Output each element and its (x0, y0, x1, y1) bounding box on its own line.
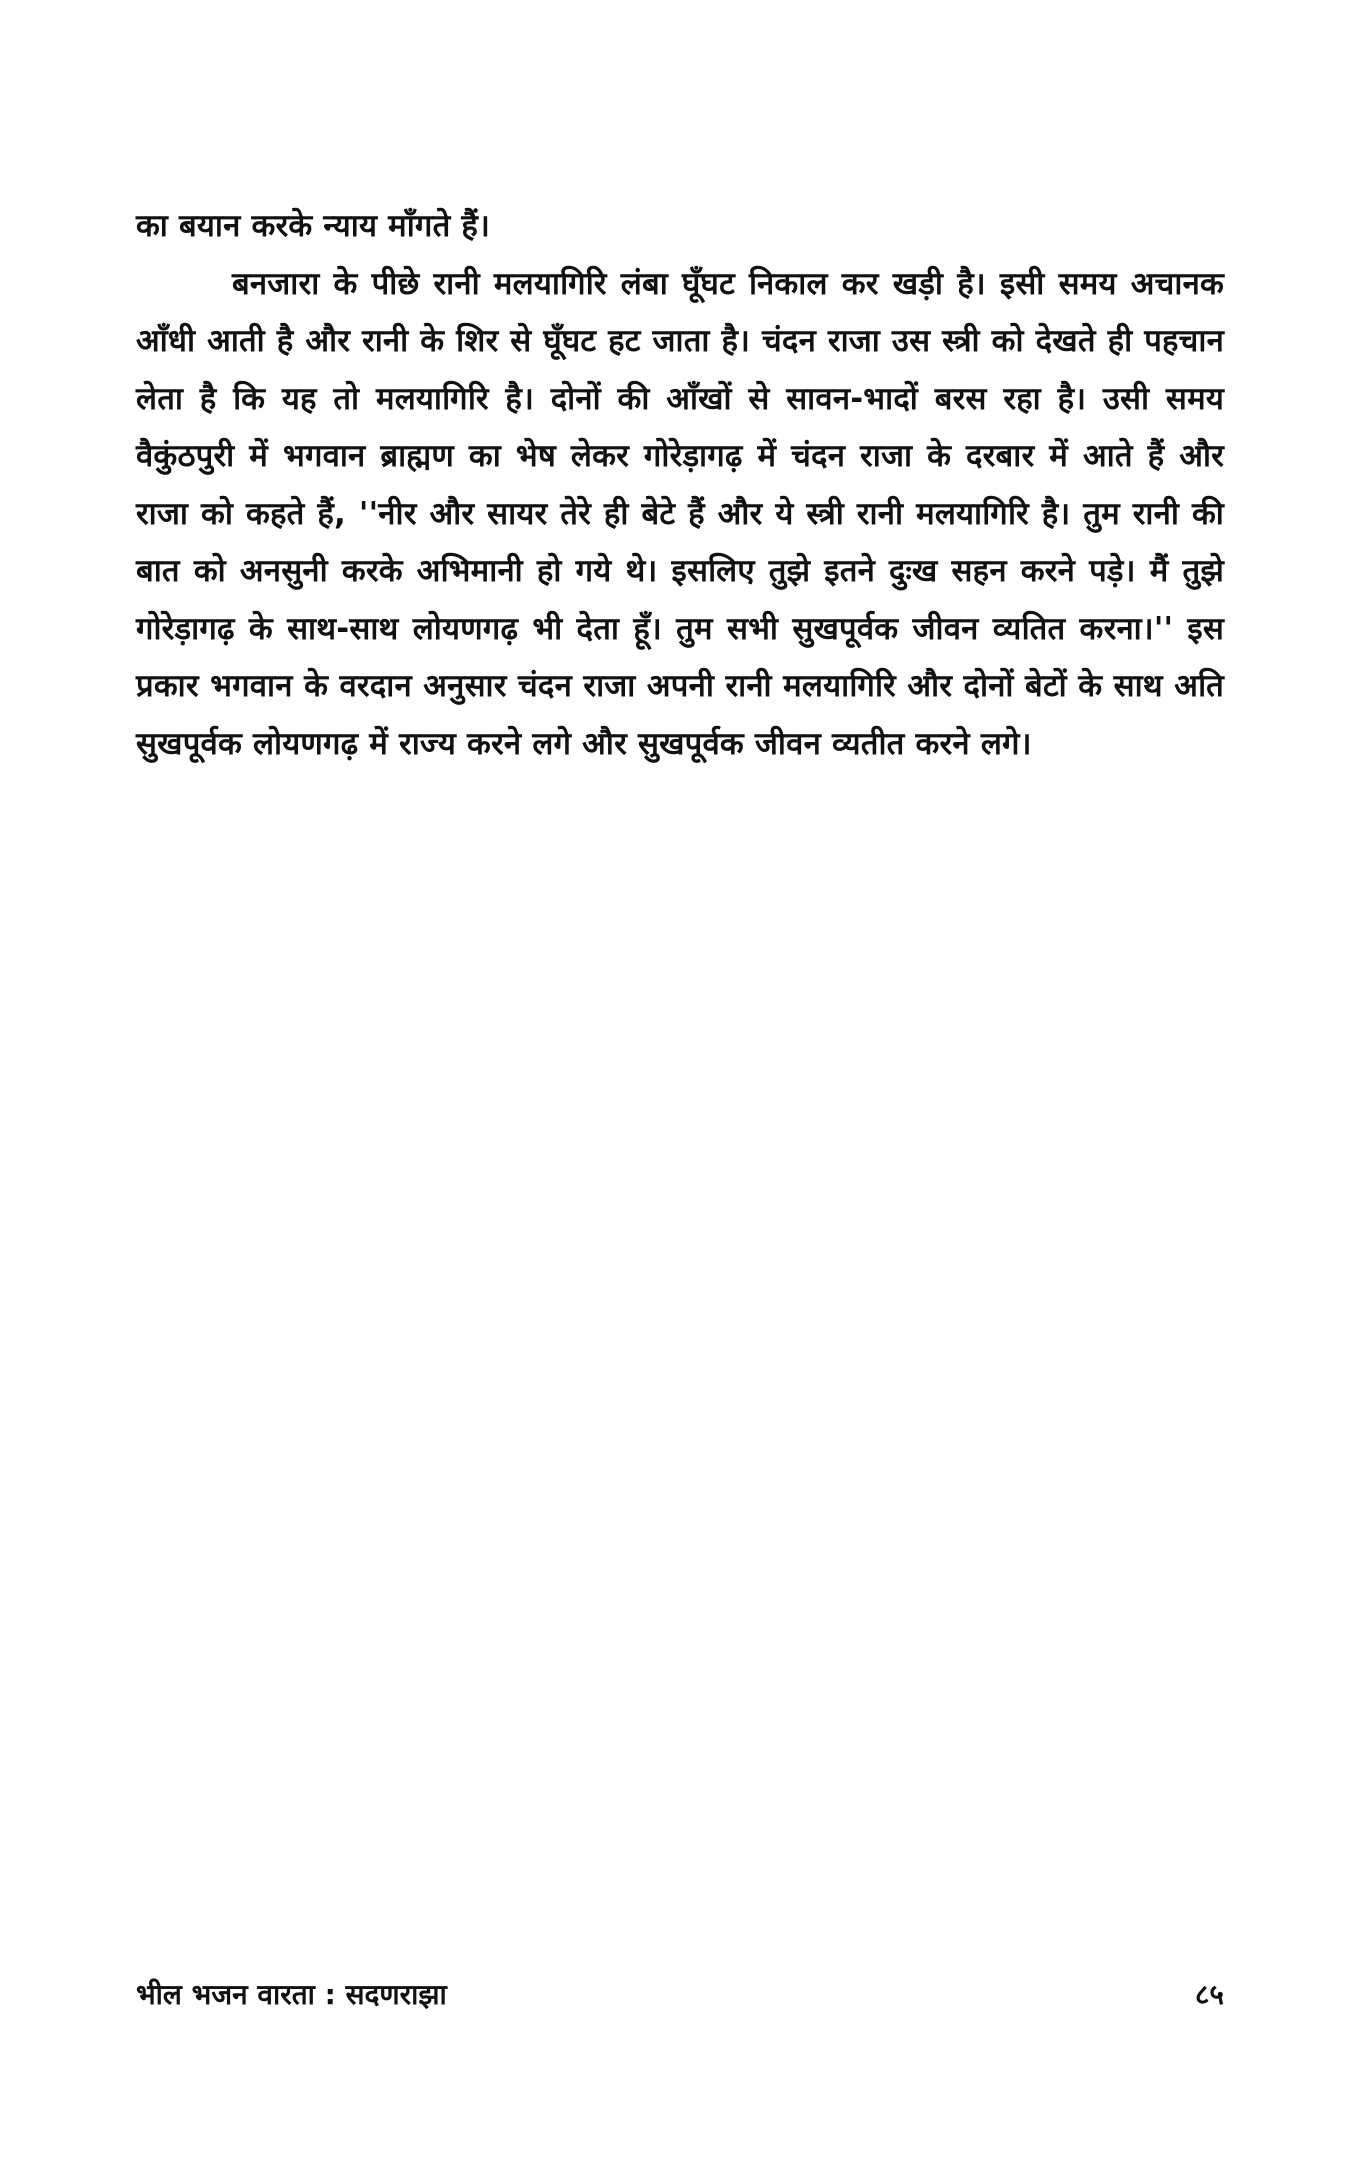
body-text (136, 198, 1224, 773)
running-footer-title: भील भजन वारता : सदणराझा (136, 1978, 447, 2011)
paragraph-continuation: का बयान करके न्याय माँगते हैं। (136, 208, 491, 244)
paragraph-main: बनजारा के पीछे रानी मलयागिरि लंबा घूँघट निकाल कर खड़ी है। इसी समय अचानक आँधी आती है और रानी के शिर से घूँघट हट जाता है। चंदन राजा उस स्त्री को देखते ही पहचान लेता है कि यह तो मलयागिरि है। दोनों की आँखों से सावन-भादों बरस रहा है। उसी समय वैकुंठपुरी में भगवान ब्राह्मण का भेष लेकर गोरेड़ागढ़ में चंदन राजा के दरबार में आते हैं और राजा को कहते हैं, ''नीर और सायर तेरे ही बेटे हैं और ये स्त्री रानी मलयागिरि है। तुम रानी की बात को अनसुनी करके अभिमानी हो गये थे। इसलिए तुझे इतने दुःख सहन करने पड़े। मैं तुझे गोरेड़ागढ़ के साथ-साथ लोयणगढ़ भी देता हूँ। तुम सभी सुखपूर्वक जीवन व्यतित करना।'' इस प्रकार भगवान के वरदान अनुसार चंदन राजा अपनी रानी मलयागिरि और दोनों बेटों के साथ अति सुखपूर्वक लोयणगढ़ में राज्य करने लगे और सुखपूर्वक जीवन व्यतीत करने लगे। (136, 265, 1224, 762)
page-number: ८५ (1194, 1978, 1224, 2011)
